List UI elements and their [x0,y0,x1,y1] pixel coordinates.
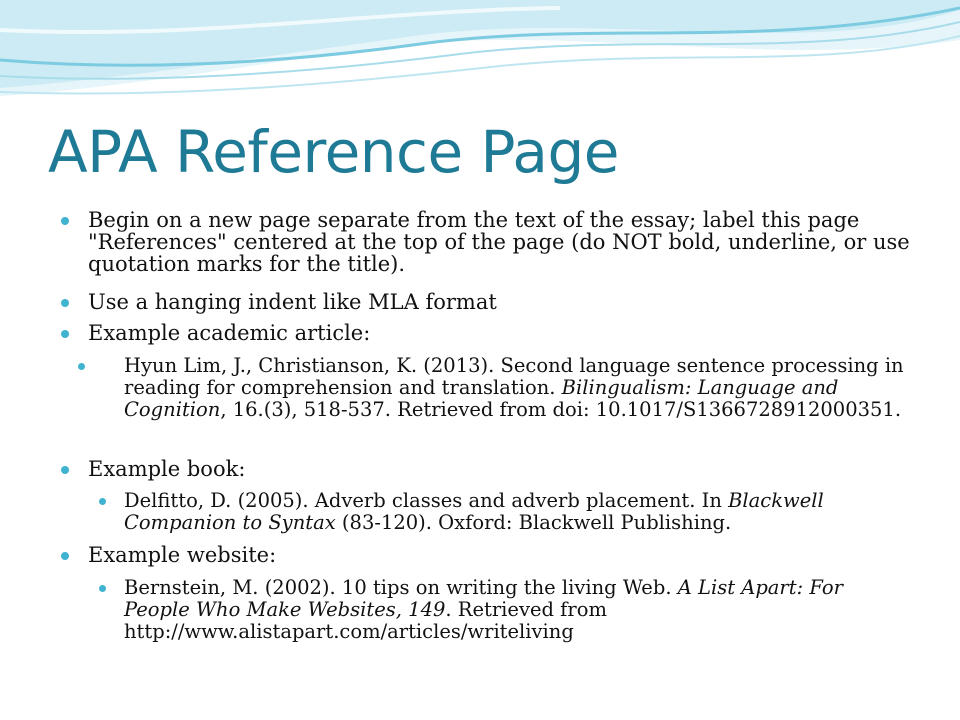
bullet-icon [78,363,85,370]
bullet-text-website-heading: Example website: [88,543,277,567]
website-citation-part1: Bernstein, M. (2002). 10 tips on writing the living Web. [124,576,678,599]
book-citation-title: Blackwell Companion to Syntax [124,489,824,534]
bullet-text-article-heading: Example academic article: [88,321,371,345]
list-item [124,355,914,421]
bullet-text-hanging-indent: Use a hanging indent like MLA format [88,290,497,314]
bullet-icon [61,330,69,338]
bullet-icon [99,498,106,505]
list-item [88,209,918,275]
bullet-icon [61,299,69,307]
article-citation-journal: Bilingualism: Language and Cognition [124,376,839,421]
list-item [88,322,918,344]
bullet-text-new-page: Begin on a new page separate from the text of the essay; label this page "References" centered at the top of the page (do NOT bold, underline, or use quotation marks for the title). [88,208,910,276]
header-wave-decoration [0,0,960,120]
article-citation-part1: Hyun Lim, J., Christianson, K. (2013). Second language sentence processing in reading for comprehension and translation. [124,354,904,399]
website-citation-part2: . Retrieved from http://www.alistapart.com/articles/writeliving [124,598,607,643]
list-item [124,490,914,534]
bullet-icon [61,217,69,225]
book-citation-part2: (83-120). Oxford: Blackwell Publishing. [335,511,732,534]
article-citation-part2: , 16.(3), 518-537. Retrieved from doi: 10.1017/S1366728912000351. [220,398,902,421]
book-citation-part1: Delfitto, D. (2005). Adverb classes and adverb placement. In [124,489,729,512]
website-citation-title: A List Apart: For People Who Make Websites, 149 [124,576,843,621]
page-title: APA Reference Page [48,118,619,186]
list-item [88,544,918,566]
list-item [88,291,918,313]
bullet-text-book-heading: Example book: [88,457,246,481]
bullet-icon [61,466,69,474]
list-item [88,458,918,480]
list-item [124,577,914,643]
bullet-icon [99,585,106,592]
bullet-icon [61,552,69,560]
